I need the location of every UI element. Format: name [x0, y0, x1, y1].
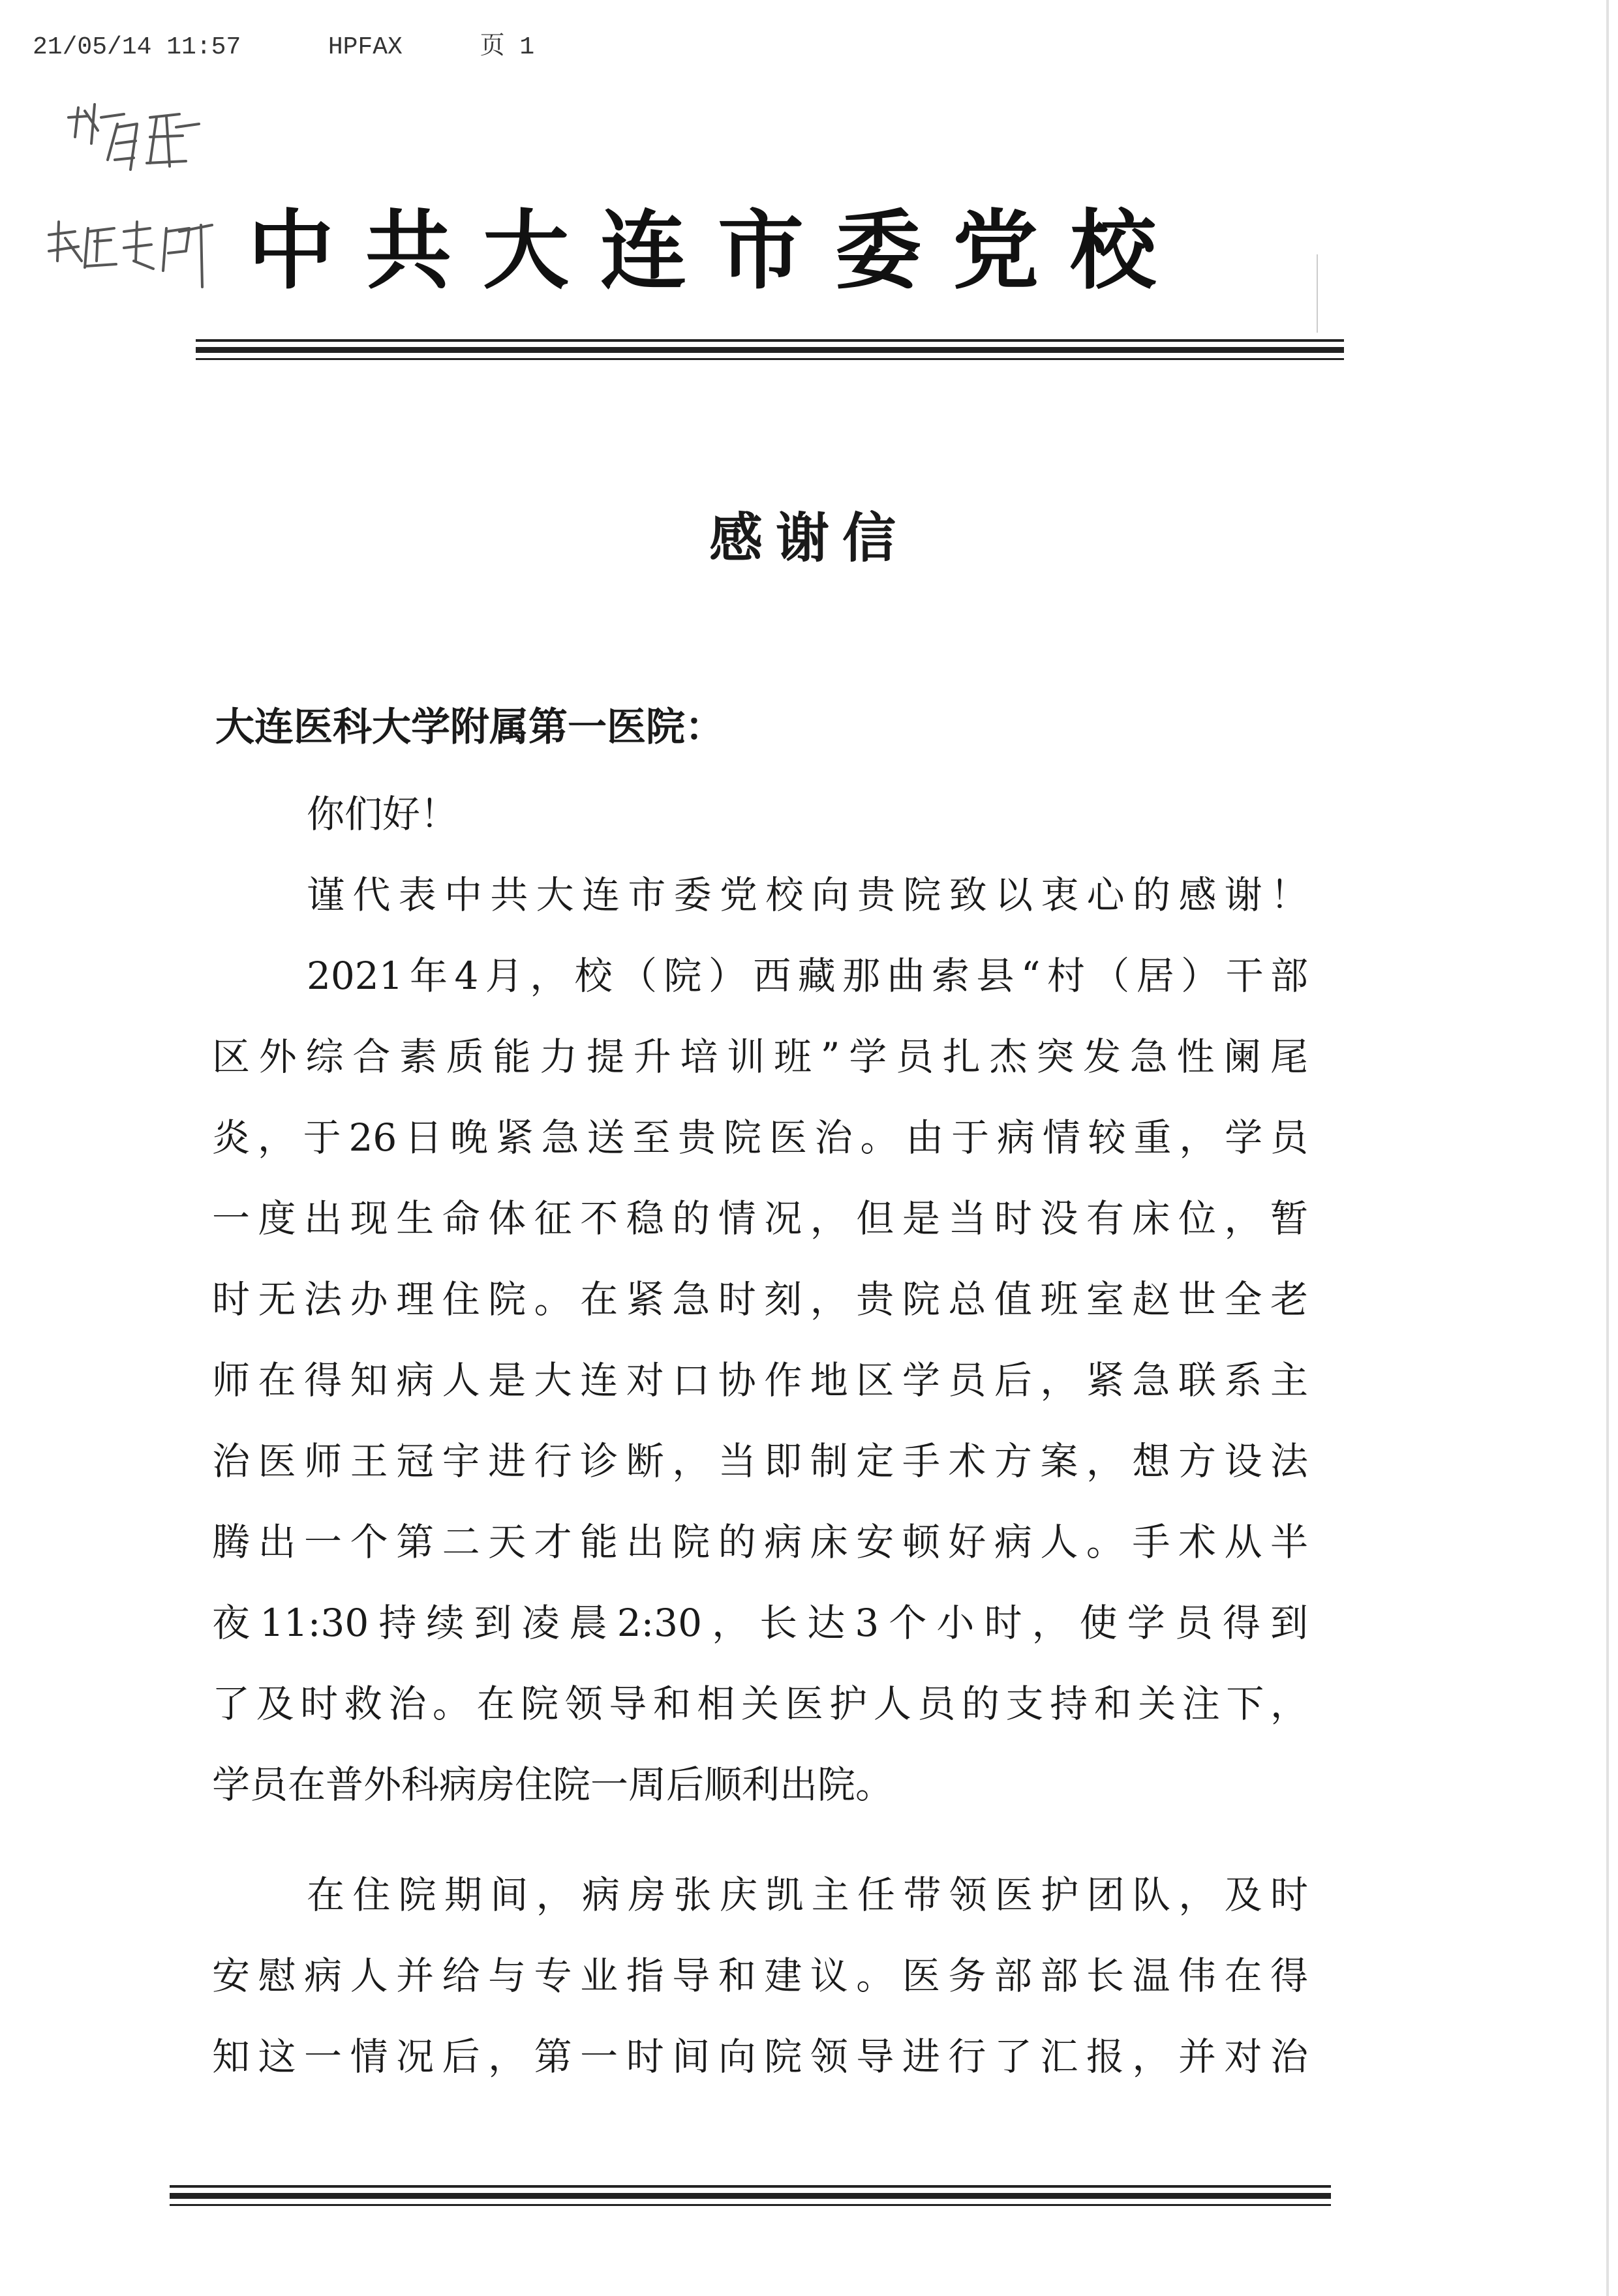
body-line: 在住院期间，病房张庆凯主任带领医护团队，及时	[307, 1873, 1308, 1917]
body-line: 夜11:30持续到凌晨2:30，长达3个小时，使学员得到	[212, 1601, 1308, 1645]
body-line: 了及时救治。在院领导和相关医护人员的支持和关注下，	[212, 1682, 1308, 1726]
body-line: 知这一情况后，第一时间向院领导进行了汇报，并对治	[212, 2034, 1308, 2079]
fax-page-number: 页 1	[480, 33, 535, 61]
footer-rule	[170, 2193, 1331, 2199]
scan-mark	[1317, 254, 1318, 333]
fax-header	[33, 25, 535, 61]
body-line: 腾出一个第二天才能出院的病床安顿好病人。手术从半	[212, 1520, 1308, 1564]
body-line: 安慰病人并给与专业指导和建议。医务部部长温伟在得	[212, 1954, 1308, 1998]
handwriting-drawing	[39, 98, 228, 313]
letterhead: 中共大连市委党校	[248, 200, 1187, 301]
footer-rule	[170, 2185, 1331, 2188]
body-line: 师在得知病人是大连对口协作地区学员后，紧急联系主	[212, 1358, 1308, 1402]
body-line: 炎，于26日晚紧急送至贵院医治。由于病情较重，学员	[212, 1115, 1308, 1160]
header-rule	[196, 347, 1344, 353]
fax-datetime: 21/05/14 11:57	[33, 33, 241, 61]
body-line: 治医师王冠宇进行诊断，当即制定手术方案，想方设法	[212, 1439, 1308, 1483]
header-rule	[196, 339, 1344, 342]
fax-sender: HPFAX	[328, 33, 403, 61]
body-line: 谨代表中共大连市委党校向贵院致以衷心的感谢！	[307, 873, 1308, 917]
handwritten-note	[39, 98, 228, 313]
footer-rule	[170, 2204, 1331, 2206]
header-rule	[196, 358, 1344, 360]
body-line: 学员在普外科病房住院一周后顺利出院。	[212, 1762, 894, 1807]
page-edge	[1606, 0, 1609, 2296]
letter-title: 感谢信	[709, 507, 909, 569]
body-line: 区外综合素质能力提升培训班”学员扎杰突发急性阑尾	[212, 1035, 1308, 1079]
salutation: 大连医科大学附属第一医院：	[215, 704, 724, 750]
body-line: 一度出现生命体征不稳的情况，但是当时没有床位，暂	[212, 1196, 1308, 1241]
body-line: 2021年4月，校（院）西藏那曲索县“村（居）干部	[307, 954, 1308, 998]
body-line: 你们好！	[307, 792, 459, 836]
body-line: 时无法办理住院。在紧急时刻，贵院总值班室赵世全老	[212, 1277, 1308, 1322]
